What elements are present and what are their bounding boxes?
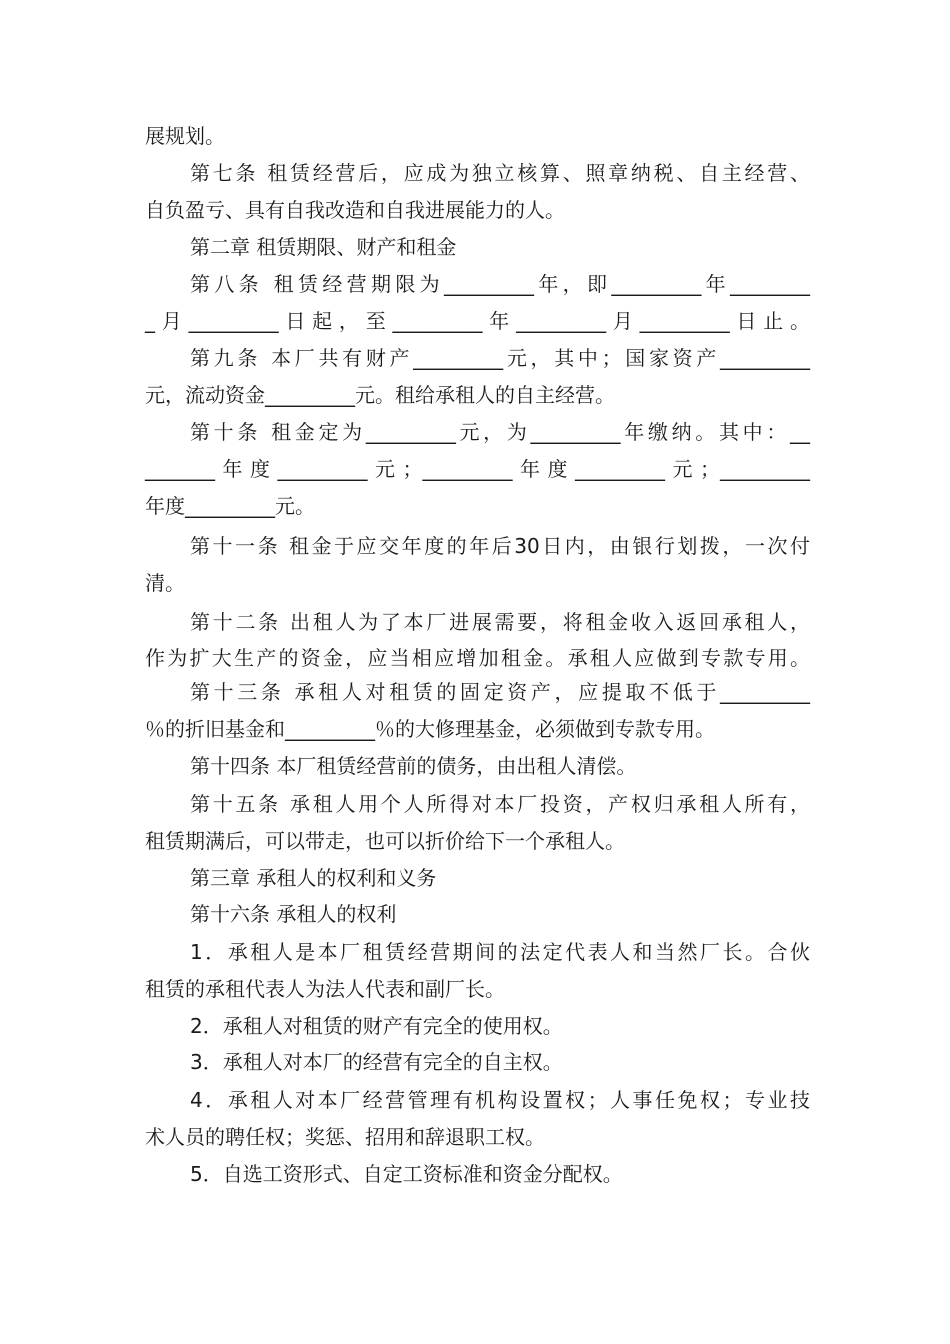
text-line: 租赁的承租代表人为法人代表和副厂长。 — [145, 977, 505, 1001]
article-13-line: 第十三条 承租人对租赁的固定资产，应提取不低于_________ — [190, 680, 810, 704]
text-line: ％的折旧基金和_________％的大修理基金，必须做到专款专用。 — [145, 717, 715, 741]
article-12-line: 第十二条 出租人为了本厂进展需要，将租金收入返回承租人， — [190, 610, 810, 634]
list-item-4-line: 4．承租人对本厂经营管理有机构设置权；人事任免权；专业技 — [190, 1088, 810, 1112]
article-14-line: 第十四条 本厂租赁经营前的债务，由出租人清偿。 — [190, 754, 637, 778]
chapter-3-heading: 第三章 承租人的权利和义务 — [190, 866, 437, 890]
text-line: 自负盈亏、具有自我改造和自我进展能力的人。 — [145, 198, 565, 222]
text-line: 展规划。 — [145, 124, 225, 148]
article-16-heading: 第十六条 承租人的权利 — [190, 902, 397, 926]
text-line: 年度_________元。 — [145, 494, 315, 518]
text-line: 清。 — [145, 571, 185, 595]
text-line: 租赁期满后，可以带走，也可以折价给下一个承租人。 — [145, 829, 625, 853]
article-9-line: 第九条 本厂共有财产_________元，其中；国家资产_________ — [190, 346, 810, 370]
article-10-line: 第十条 租金定为_________元，为_________年缴纳。其中：__ — [190, 420, 810, 444]
article-7-line: 第七条 租赁经营后，应成为独立核算、照章纳税、自主经营、 — [190, 161, 810, 185]
chapter-2-heading: 第二章 租赁期限、财产和租金 — [190, 235, 457, 259]
text-line: _月_________日起，至_________年_________月_________日止。 — [145, 309, 810, 333]
list-item-2: 2．承租人对租赁的财产有完全的使用权。 — [190, 1014, 563, 1038]
text-line: _______年度_________元；_________年度_________元；_________ — [145, 457, 810, 481]
text-line: 作为扩大生产的资金，应当相应增加租金。承租人应做到专款专用。 — [145, 646, 810, 670]
article-15-line: 第十五条 承租人用个人所得对本厂投资，产权归承租人所有， — [190, 792, 810, 816]
list-item-1-line: 1．承租人是本厂租赁经营期间的法定代表人和当然厂长。合伙 — [190, 940, 810, 964]
text-line: 元，流动资金_________元。租给承租人的自主经营。 — [145, 383, 615, 407]
article-11-line: 第十一条 租金于应交年度的年后30日内，由银行划拨，一次付 — [190, 534, 810, 558]
article-8-line: 第八条 租赁经营期限为_________年，即_________年________ — [190, 272, 810, 296]
list-item-5: 5．自选工资形式、自定工资标准和资金分配权。 — [190, 1162, 623, 1186]
list-item-3: 3．承租人对本厂的经营有完全的自主权。 — [190, 1050, 563, 1074]
text-line: 术人员的聘任权；奖惩、招用和辞退职工权。 — [145, 1125, 545, 1149]
